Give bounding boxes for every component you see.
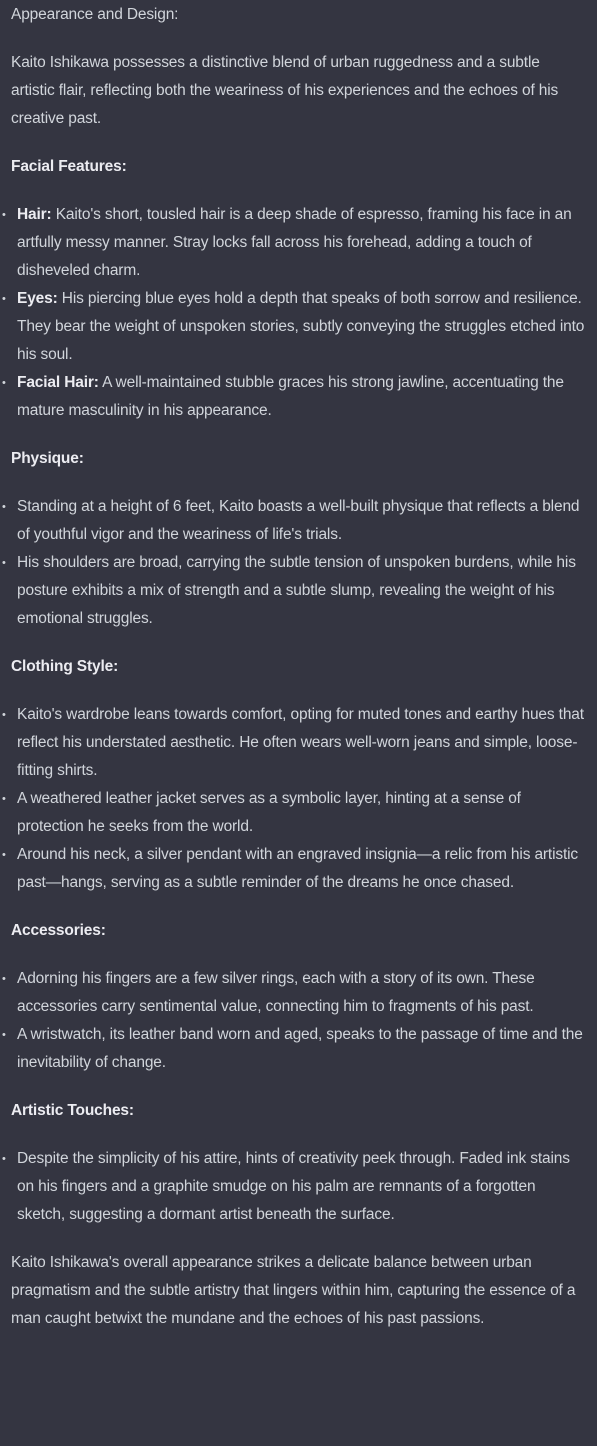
list-item xyxy=(2,493,586,549)
bullet-icon: • xyxy=(2,209,6,221)
bullet-icon: • xyxy=(2,557,6,569)
list-item xyxy=(2,965,586,1021)
list-item-text: Standing at a height of 6 feet, Kaito boasts a well-built physique that reflects a blend of youthful vigor and the weariness of life's trials. xyxy=(17,498,580,543)
physique-list xyxy=(2,493,586,633)
list-item-text: Despite the simplicity of his attire, hints of creativity peek through. Faded ink stains on his fingers and a graphite smudge on his palm are remnants of a forgotten sketch, suggesting a dormant artist beneath the surface. xyxy=(17,1150,570,1223)
bullet-icon: • xyxy=(2,501,6,513)
list-item xyxy=(2,701,586,785)
bullet-icon: • xyxy=(2,973,6,985)
list-item-text: Adorning his fingers are a few silver rings, each with a story of its own. These accessories carry sentimental value, connecting him to fragments of his past. xyxy=(17,970,535,1015)
list-item-text: Around his neck, a silver pendant with an engraved insignia—a relic from his artistic past—hangs, serving as a subtle reminder of the dreams he once chased. xyxy=(17,846,579,891)
list-item-label: Facial Hair: xyxy=(17,374,99,391)
list-item-text: A wristwatch, its leather band worn and aged, speaks to the passage of time and the inevitability of change. xyxy=(17,1026,583,1071)
list-item-text: His shoulders are broad, carrying the subtle tension of unspoken burdens, while his posture exhibits a mix of strength and a subtle slump, revealing the weight of his emotional struggles. xyxy=(17,554,576,627)
list-item-text: Kaito's short, tousled hair is a deep shade of espresso, framing his face in an artfully messy manner. Stray locks fall across his forehead, adding a touch of disheveled charm. xyxy=(17,206,572,279)
intro-paragraph: Kaito Ishikawa possesses a distinctive blend of urban ruggedness and a subtle artistic flair, reflecting both the weariness of his experiences and the echoes of his creative past. xyxy=(11,54,559,127)
list-item-text: Kaito's wardrobe leans towards comfort, opting for muted tones and earthy hues that reflect his understated aesthetic. He often wears well-worn jeans and simple, loose-fitting shirts. xyxy=(17,706,584,779)
list-item xyxy=(2,201,586,285)
list-item xyxy=(2,369,586,425)
bullet-icon: • xyxy=(2,1153,6,1165)
list-item xyxy=(2,549,586,633)
bullet-icon: • xyxy=(2,293,6,305)
intro-heading: Appearance and Design: xyxy=(11,6,179,23)
list-item-text: A well-maintained stubble graces his strong jawline, accentuating the mature masculinity in his appearance. xyxy=(17,374,564,419)
bullet-icon: • xyxy=(2,793,6,805)
section-heading-physique: Physique: xyxy=(11,450,84,467)
list-item xyxy=(2,285,586,369)
section-heading-facial-features: Facial Features: xyxy=(11,158,127,175)
list-item xyxy=(2,785,586,841)
section-heading-accessories: Accessories: xyxy=(11,922,106,939)
list-item-text: A weathered leather jacket serves as a symbolic layer, hinting at a sense of protection he seeks from the world. xyxy=(17,790,521,835)
section-heading-artistic-touches: Artistic Touches: xyxy=(11,1102,134,1119)
list-item xyxy=(2,1021,586,1077)
list-item-label: Eyes: xyxy=(17,290,58,307)
clothing-style-list xyxy=(2,701,586,897)
section-heading-clothing-style: Clothing Style: xyxy=(11,658,119,675)
artistic-touches-list xyxy=(2,1145,586,1229)
accessories-list xyxy=(2,965,586,1077)
bullet-icon: • xyxy=(2,1029,6,1041)
bullet-icon: • xyxy=(2,849,6,861)
list-item xyxy=(2,841,586,897)
list-item-text: His piercing blue eyes hold a depth that speaks of both sorrow and resilience. They bear the weight of unspoken stories, subtly conveying the struggles etched into his soul. xyxy=(17,290,585,363)
list-item-label: Hair: xyxy=(17,206,52,223)
facial-features-list xyxy=(2,201,586,425)
list-item xyxy=(2,1145,586,1229)
bullet-icon: • xyxy=(2,709,6,721)
closing-paragraph: Kaito Ishikawa's overall appearance strikes a delicate balance between urban pragmatism and the subtle artistry that lingers within him, capturing the essence of a man caught betwixt the mundane and the echoes of his past passions. xyxy=(11,1254,576,1327)
bullet-icon: • xyxy=(2,377,6,389)
